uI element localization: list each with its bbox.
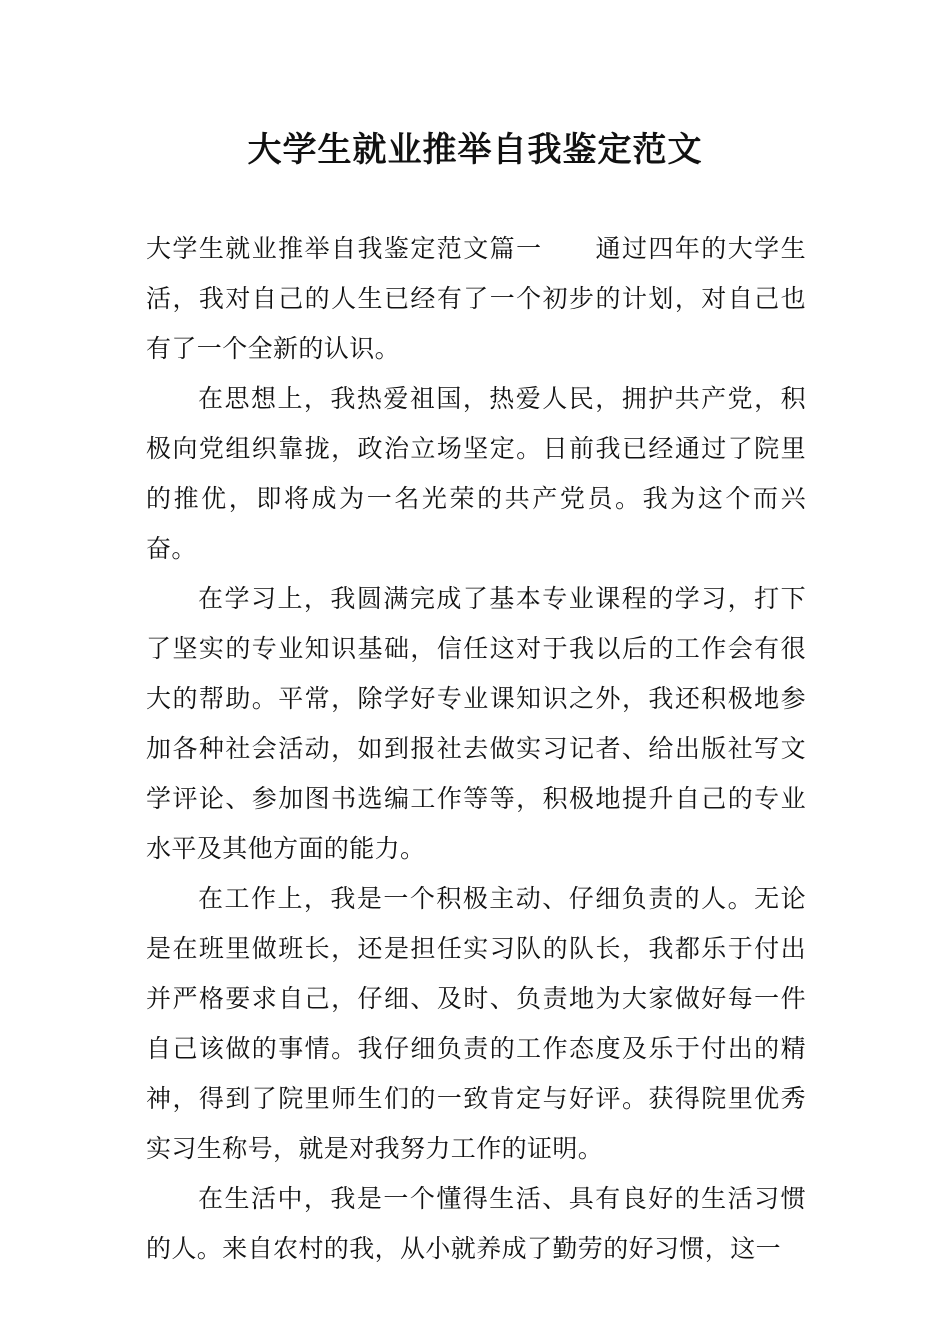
document-body bbox=[146, 224, 806, 1274]
paragraph-life: 在生活中，我是一个懂得生活、具有良好的生活习惯的人。来自农村的我，从小就养成了勤劳的好习惯，这一 bbox=[146, 1184, 806, 1263]
paragraph-intro bbox=[146, 224, 806, 374]
inline-heading: 大学生就业推举自我鉴定范文篇一 bbox=[146, 234, 543, 263]
paragraph-thought: 在思想上，我热爱祖国，热爱人民，拥护共产党，积极向党组织靠拢，政治立场坚定。日前我已经通过了院里的推优，即将成为一名光荣的共产党员。我为这个而兴奋。 bbox=[146, 384, 806, 563]
paragraph-intro-text: 通过四年的大学生活，我对自己的人生已经有了一个初步的计划，对自己也有了一个全新的认识。 bbox=[146, 234, 806, 363]
paragraph-study: 在学习上，我圆满完成了基本专业课程的学习，打下了坚实的专业知识基础，信任这对于我以后的工作会有很大的帮助。平常，除学好专业课知识之外，我还积极地参加各种社会活动，如到报社去做实习记者、给出版社写文学评论、参加图书选编工作等等，积极地提升自己的专业水平及其他方面的能力。 bbox=[146, 584, 806, 863]
document-title: 大学生就业推举自我鉴定范文 bbox=[247, 130, 703, 170]
paragraph-work: 在工作上，我是一个积极主动、仔细负责的人。无论是在班里做班长，还是担任实习队的队长，我都乐于付出并严格要求自己，仔细、及时、负责地为大家做好每一件自己该做的事情。我仔细负责的工作态度及乐于付出的精神，得到了院里师生们的一致肯定与好评。获得院里优秀实习生称号，就是对我努力工作的证明。 bbox=[146, 884, 806, 1163]
